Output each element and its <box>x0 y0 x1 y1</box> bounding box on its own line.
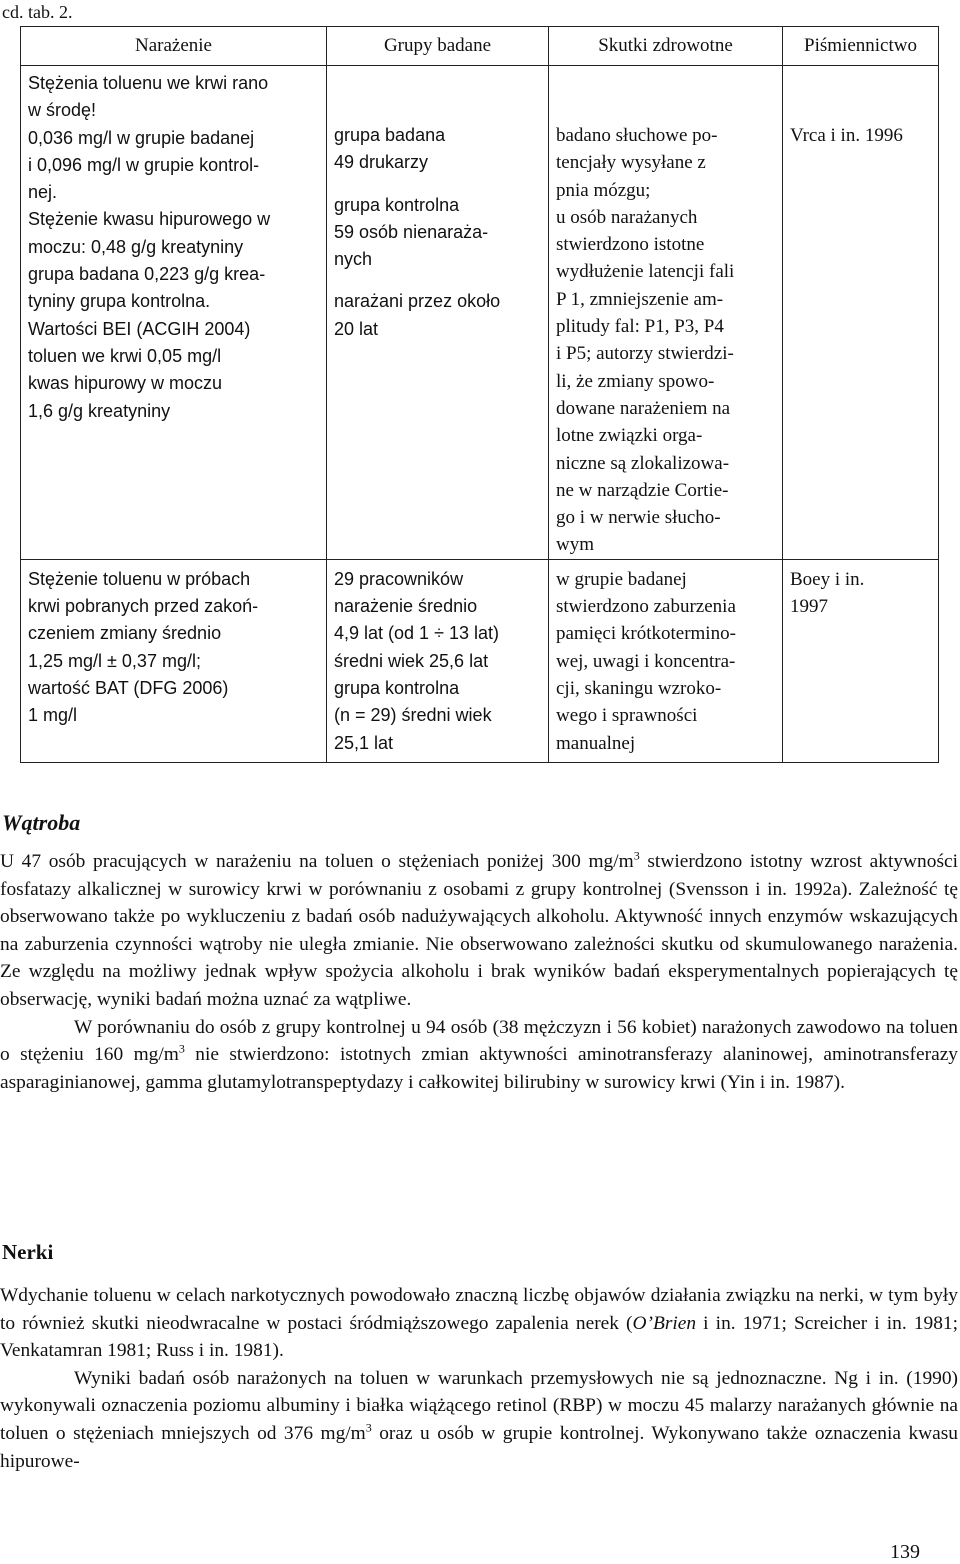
groups-cell <box>327 559 549 762</box>
kidney-p2-text-b: oraz u osób w grupie kontrolnej. Wykonywano także oznaczenia kwasu hipurowe- <box>0 1422 958 1472</box>
liver-p1-superscript: 3 <box>633 848 640 863</box>
references-cell <box>783 66 939 560</box>
effects-text: w grupie badanej stwierdzono zaburzenia pamięci krótkotermino- wej, uwagi i koncentra- cji, skaningu wzroko- wego i sprawności manualnej <box>556 568 736 754</box>
exposure-cell <box>21 559 327 762</box>
kidney-paragraph-1 <box>0 1282 958 1365</box>
kidney-p1-italic: O’Brien <box>632 1312 697 1334</box>
liver-paragraph-2 <box>0 1014 958 1097</box>
effects-text: badano słuchowe po- tencjały wysyłane z pnia mózgu; u osób narażanych stwierdzono istotne wydłużenie latencji fali P 1, zmniejszenie am- plitudy fal: P1, P3, P4 i P5; autorzy stwierdzi- li, że zmiany spowo- dowane narażeniem na lotne związki orga- niczne są zlokalizowa- ne w narządzie Cortie- go i w nerwie słucho- wym <box>556 125 735 556</box>
liver-p1-text-a: U 47 osób pracujących w narażeniu na toluen o stężeniach poniżej 300 mg/m <box>0 851 634 872</box>
effects-cell <box>549 66 783 560</box>
exposure-cell <box>21 66 327 560</box>
kidney-p1-text-b: i in. 1971; Screicher i in. 1981; Venkatamran 1981; Russ i in. 1981). <box>0 1312 959 1362</box>
table-header-row <box>21 27 939 66</box>
header-references: Piśmiennictwo <box>783 27 939 66</box>
kidney-p1-text-a: Wdychanie toluenu w celach narkotycznych powodowało znaczną liczbę objawów działania związku na nerki, w tym były to również skutki nieodwracalne w postaci śródmiąższowego zapalenia nerek ( <box>0 1285 958 1334</box>
exposure-text: Stężenie toluenu w próbach krwi pobranych przed zakoń- czeniem zmiany średnio 1,25 mg/l ± 0,37 mg/l; wartość BAT (DFG 2006) 1 mg/l <box>28 568 259 726</box>
groups-cell <box>327 66 549 560</box>
kidney-p2-text-a: Wyniki badań osób narażonych na toluen w warunkach przemysłowych nie są jednoznaczne. Ng i in. (1990) wykonywali oznaczenia poziomu albuminy i białka wiążącego retinol (RBP) w moczu 45 malarzy narażanych głównie na toluen o stężeniach mniejszych od 376 mg/m <box>0 1367 958 1444</box>
groups-text-3: narażani przez około 20 lat <box>334 291 501 339</box>
liver-section-body <box>0 848 958 1096</box>
references-cell <box>783 559 939 762</box>
kidney-paragraph-2 <box>0 1365 958 1475</box>
header-effects: Skutki zdrowotne <box>549 27 783 66</box>
header-exposure: Narażenie <box>21 27 327 66</box>
liver-p2-text-b: nie stwierdzono: istotnych zmian aktywności aminotransferazy alaninowej, aminotransferazy asparaginianowej, gamma glutamylotranspeptydazy i całkowitej bilirubiny w surowicy krwi (Yin i in. 1987). <box>0 1044 958 1093</box>
kidney-section-body <box>0 1282 958 1475</box>
section-title-liver: Wątroba <box>2 810 81 835</box>
table-row <box>21 559 939 762</box>
liver-p1-text-b: stwierdzono istotny wzrost aktywności fosfatazy alkalicznej w surowicy krwi w porównaniu z osobami z grupy kontrolnej (Svensson i in. 1992a). Zależność tę obserwowano także po wykluczeniu z badań osób nadużywających alkoholu. Aktywność innych enzymów wskazujących na zaburzenia czynności wątroby nie uległa zmianie. Nie obserwowano zależności skutku od skumulowanego narażenia. Ze względu na możliwy jednak wpływ spożycia alkoholu i brak wyników badań eksperymentalnych popierających tę obserwację, wyniki badań można uznać za wątpliwe. <box>0 851 958 1010</box>
table-row <box>21 66 939 560</box>
liver-paragraph-1 <box>0 848 958 1014</box>
study-table <box>20 26 939 763</box>
exposure-text: Stężenia toluenu we krwi rano w środę! 0,036 mg/l w grupie badanej i 0,096 mg/l w grupie kontrol- nej. Stężenie kwasu hipurowego w moczu: 0,48 g/g kreatyniny grupa badana 0,223 g/g krea- tyniny grupa kontrolna. Wartości BEI (ACGIH 2004) toluen we krwi 0,05 mg/l kwas hipurowy w moczu 1,6 g/g kreatyniny <box>28 73 271 421</box>
references-text: Boey i in. 1997 <box>790 568 865 618</box>
liver-p2-superscript: 3 <box>178 1041 185 1056</box>
groups-text: 29 pracowników narażenie średnio 4,9 lat (od 1 ÷ 13 lat) średni wiek 25,6 lat grupa kontrolna (n = 29) średni wiek 25,1 lat <box>334 568 499 753</box>
groups-text-1: grupa badana 49 drukarzy <box>334 125 446 173</box>
effects-cell <box>549 559 783 762</box>
section-title-kidney: Nerki <box>2 1240 54 1264</box>
header-groups: Grupy badane <box>327 27 549 66</box>
page-number: 139 <box>890 1541 920 1563</box>
groups-text-2: grupa kontrolna 59 osób nienaraża- nych <box>334 194 489 270</box>
liver-p2-text-a: W porównaniu do osób z grupy kontrolnej u 94 osób (38 mężczyzn i 56 kobiet) narażonych zawodowo na toluen o stężeniu 160 mg/m <box>0 1016 958 1066</box>
kidney-p2-superscript: 3 <box>365 1420 372 1435</box>
references-text: Vrca i in. 1996 <box>790 125 903 146</box>
table-continuation-label: cd. tab. 2. <box>2 2 73 22</box>
